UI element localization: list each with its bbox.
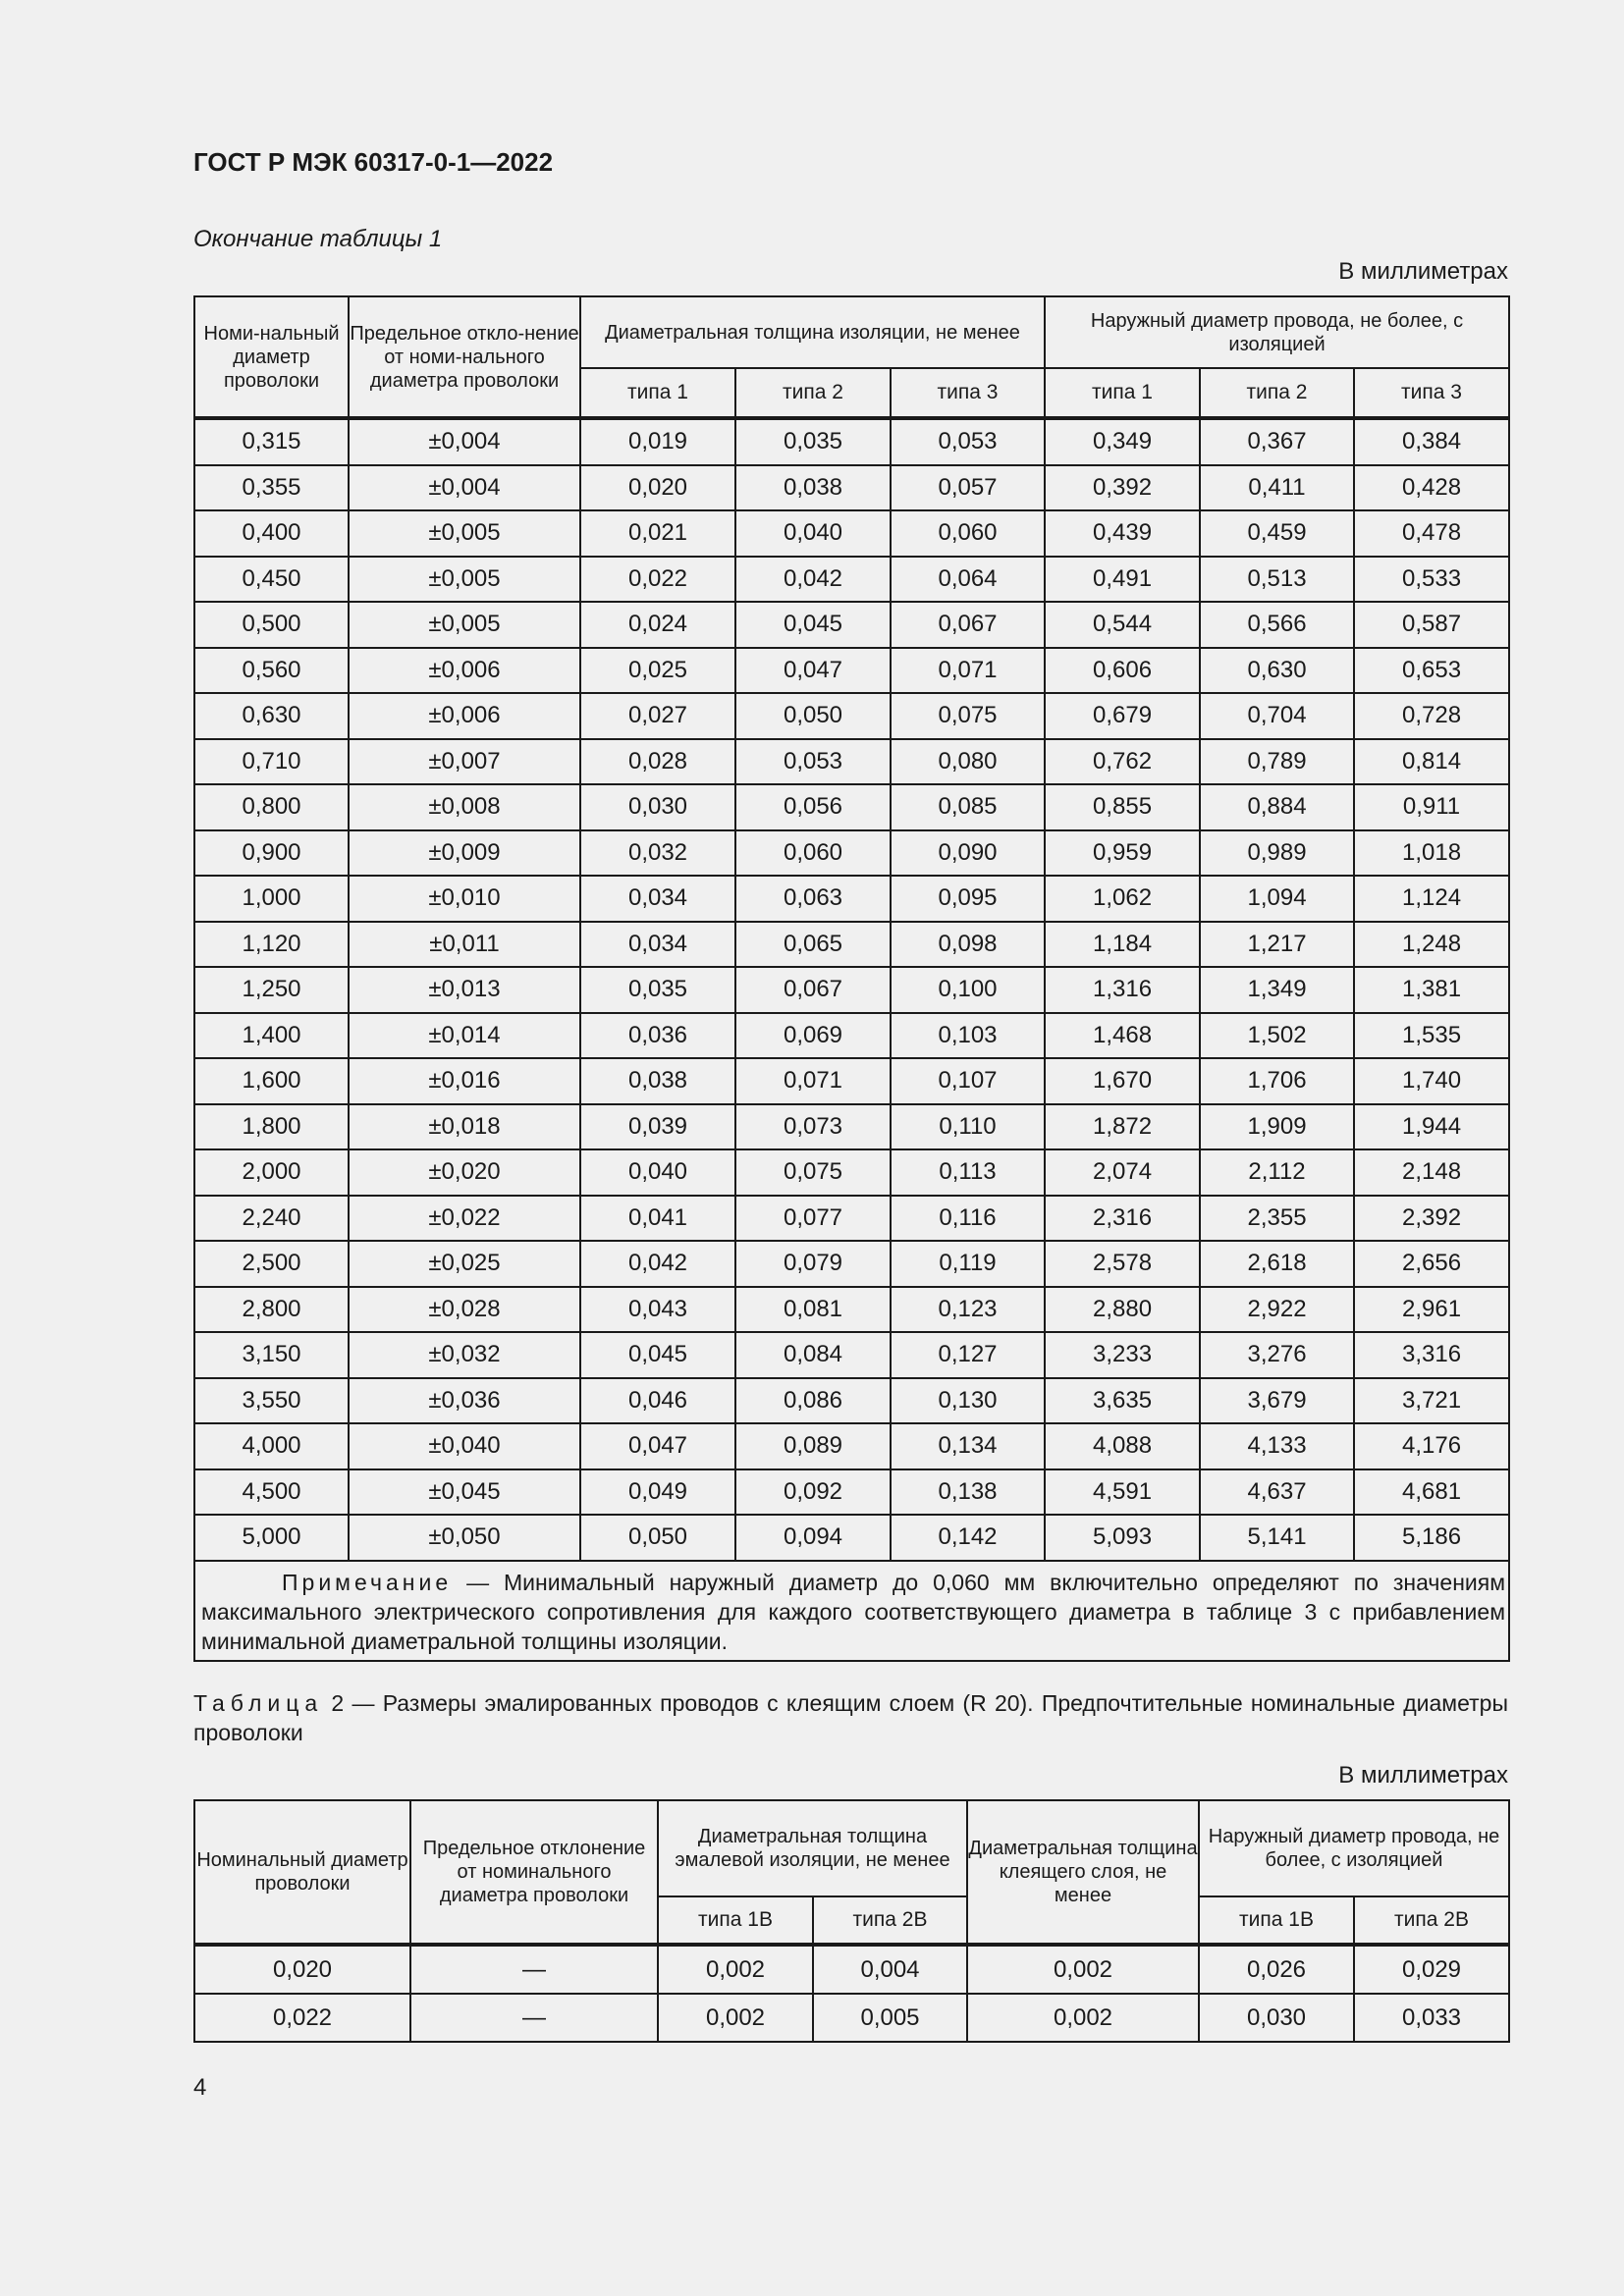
- table-cell: 0,127: [891, 1332, 1045, 1378]
- table2-caption-label: Таблица: [193, 1690, 324, 1716]
- table-cell: ±0,014: [349, 1013, 580, 1059]
- table-cell: 0,080: [891, 739, 1045, 785]
- table-cell: ±0,018: [349, 1104, 580, 1150]
- table-cell: 0,478: [1354, 510, 1509, 557]
- table-cell: 0,034: [580, 876, 735, 922]
- table-cell: 2,500: [194, 1241, 349, 1287]
- table-cell: 0,084: [735, 1332, 891, 1378]
- table-cell: ±0,004: [349, 418, 580, 465]
- table-cell: 0,095: [891, 876, 1045, 922]
- table-cell: 3,635: [1045, 1378, 1200, 1424]
- table-cell: 1,944: [1354, 1104, 1509, 1150]
- table-cell: 0,045: [580, 1332, 735, 1378]
- table-cell: 0,025: [580, 648, 735, 694]
- header-insulation-type3: типа 3: [891, 368, 1045, 418]
- table-cell: 0,034: [580, 922, 735, 968]
- table-cell: 5,141: [1200, 1515, 1354, 1561]
- table-cell: —: [410, 1994, 658, 2042]
- table-cell: 0,086: [735, 1378, 891, 1424]
- table-cell: 1,248: [1354, 922, 1509, 968]
- header-insulation-thickness: Диаметральная толщина изоляции, не менее: [580, 296, 1045, 368]
- table-cell: 1,018: [1354, 830, 1509, 877]
- table-cell: 0,710: [194, 739, 349, 785]
- table-cell: 3,679: [1200, 1378, 1354, 1424]
- table-cell: 0,355: [194, 465, 349, 511]
- table-cell: 0,050: [735, 693, 891, 739]
- table-cell: ±0,005: [349, 557, 580, 603]
- table-cell: 4,088: [1045, 1423, 1200, 1469]
- table-cell: 0,047: [580, 1423, 735, 1469]
- table-cell: 2,922: [1200, 1287, 1354, 1333]
- table-cell: 0,022: [194, 1994, 410, 2042]
- table-cell: 0,544: [1045, 602, 1200, 648]
- table-cell: 5,093: [1045, 1515, 1200, 1561]
- table-cell: ±0,050: [349, 1515, 580, 1561]
- table-cell: 0,019: [580, 418, 735, 465]
- table-cell: 0,035: [735, 418, 891, 465]
- table-cell: 1,094: [1200, 876, 1354, 922]
- table-cell: 0,089: [735, 1423, 891, 1469]
- table-cell: 0,367: [1200, 418, 1354, 465]
- table-cell: 0,491: [1045, 557, 1200, 603]
- table-cell: 1,124: [1354, 876, 1509, 922]
- t2-header-bond-layer: Диаметральная толщина клеящего слоя, не менее: [967, 1800, 1199, 1945]
- table-row: [194, 1994, 1509, 2042]
- table-cell: 1,316: [1045, 967, 1200, 1013]
- table-cell: 0,028: [580, 739, 735, 785]
- table2: [193, 1799, 1510, 2043]
- table-cell: 4,000: [194, 1423, 349, 1469]
- table-cell: 0,085: [891, 784, 1045, 830]
- table2-caption-text: 2 — Размеры эмалированных проводов с клеящим слоем (R 20). Предпочтительные номинальные диаметры проволоки: [193, 1690, 1508, 1745]
- table-cell: 0,630: [1200, 648, 1354, 694]
- table-cell: 0,064: [891, 557, 1045, 603]
- table-cell: 0,022: [580, 557, 735, 603]
- table-cell: 2,355: [1200, 1196, 1354, 1242]
- table-cell: 0,040: [580, 1149, 735, 1196]
- table-cell: 1,535: [1354, 1013, 1509, 1059]
- table-row: [194, 1149, 1509, 1196]
- table-cell: 0,134: [891, 1423, 1045, 1469]
- table-cell: 0,500: [194, 602, 349, 648]
- t2-header-tolerance: Предельное отклонение от номинального диаметра проволоки: [410, 1800, 658, 1945]
- table-cell: 0,107: [891, 1058, 1045, 1104]
- table-cell: 0,069: [735, 1013, 891, 1059]
- table-cell: 4,500: [194, 1469, 349, 1516]
- table-row: [194, 465, 1509, 511]
- table-cell: 0,911: [1354, 784, 1509, 830]
- table-cell: 0,046: [580, 1378, 735, 1424]
- table-cell: 0,560: [194, 648, 349, 694]
- table-cell: 0,989: [1200, 830, 1354, 877]
- table-cell: 0,073: [735, 1104, 891, 1150]
- table-cell: 0,081: [735, 1287, 891, 1333]
- table-cell: 0,030: [1199, 1994, 1354, 2042]
- table-cell: 0,042: [580, 1241, 735, 1287]
- table-row: [194, 1378, 1509, 1424]
- table-cell: 1,250: [194, 967, 349, 1013]
- table-cell: 0,053: [891, 418, 1045, 465]
- table-cell: 0,315: [194, 418, 349, 465]
- table-cell: 5,000: [194, 1515, 349, 1561]
- table-cell: 0,060: [735, 830, 891, 877]
- table-cell: 0,002: [967, 1945, 1199, 1994]
- table-cell: 1,706: [1200, 1058, 1354, 1104]
- table-cell: ±0,008: [349, 784, 580, 830]
- table-cell: 0,033: [1354, 1994, 1509, 2042]
- table-cell: ±0,004: [349, 465, 580, 511]
- table-cell: 0,513: [1200, 557, 1354, 603]
- table-cell: 0,002: [658, 1994, 813, 2042]
- header-tolerance: Предельное откло-нение от номи-нального диаметра проволоки: [349, 296, 580, 418]
- table-row: [194, 418, 1509, 465]
- table-cell: 0,098: [891, 922, 1045, 968]
- table-cell: 0,855: [1045, 784, 1200, 830]
- table-cell: 0,063: [735, 876, 891, 922]
- table-cell: ±0,020: [349, 1149, 580, 1196]
- table-cell: 1,909: [1200, 1104, 1354, 1150]
- table-row: [194, 602, 1509, 648]
- table-row: [194, 1196, 1509, 1242]
- table-cell: 0,049: [580, 1469, 735, 1516]
- table-cell: 0,039: [580, 1104, 735, 1150]
- table-cell: 2,074: [1045, 1149, 1200, 1196]
- table1: [193, 295, 1510, 1662]
- table-cell: 0,100: [891, 967, 1045, 1013]
- header-insulation-type1: типа 1: [580, 368, 735, 418]
- table2-units: В миллиметрах: [1338, 1762, 1508, 1789]
- table-cell: 0,092: [735, 1469, 891, 1516]
- table-cell: 1,600: [194, 1058, 349, 1104]
- table-cell: 0,040: [735, 510, 891, 557]
- table-cell: ±0,006: [349, 648, 580, 694]
- table-cell: —: [410, 1945, 658, 1994]
- table-cell: 0,004: [813, 1945, 967, 1994]
- table-cell: 1,381: [1354, 967, 1509, 1013]
- table-cell: 3,721: [1354, 1378, 1509, 1424]
- table-row: [194, 876, 1509, 922]
- table-cell: 2,880: [1045, 1287, 1200, 1333]
- table-cell: ±0,013: [349, 967, 580, 1013]
- table-cell: 0,060: [891, 510, 1045, 557]
- table-cell: 0,103: [891, 1013, 1045, 1059]
- table-cell: 0,439: [1045, 510, 1200, 557]
- table-cell: 4,176: [1354, 1423, 1509, 1469]
- table-cell: 0,045: [735, 602, 891, 648]
- table-cell: 0,002: [967, 1994, 1199, 2042]
- table-cell: 1,400: [194, 1013, 349, 1059]
- table-cell: 4,681: [1354, 1469, 1509, 1516]
- table-cell: 0,077: [735, 1196, 891, 1242]
- table-cell: 1,217: [1200, 922, 1354, 968]
- table-cell: 1,800: [194, 1104, 349, 1150]
- table-cell: 0,728: [1354, 693, 1509, 739]
- table-row: [194, 1945, 1509, 1994]
- table-cell: 0,800: [194, 784, 349, 830]
- t2-header-insulation-thickness: Диаметральная толщина эмалевой изоляции, не менее: [658, 1800, 967, 1896]
- table-cell: ±0,010: [349, 876, 580, 922]
- table-cell: 0,959: [1045, 830, 1200, 877]
- table-cell: 0,020: [194, 1945, 410, 1994]
- table-cell: 0,349: [1045, 418, 1200, 465]
- table-cell: 3,276: [1200, 1332, 1354, 1378]
- table-cell: 2,392: [1354, 1196, 1509, 1242]
- table-cell: 5,186: [1354, 1515, 1509, 1561]
- table-cell: ±0,040: [349, 1423, 580, 1469]
- table-cell: 0,053: [735, 739, 891, 785]
- table-cell: 0,067: [735, 967, 891, 1013]
- table-cell: ±0,032: [349, 1332, 580, 1378]
- table-cell: 0,884: [1200, 784, 1354, 830]
- table-cell: 0,002: [658, 1945, 813, 1994]
- table-cell: 0,400: [194, 510, 349, 557]
- t2-header-nominal-diameter: Номинальный диаметр проволоки: [194, 1800, 410, 1945]
- table-cell: 0,119: [891, 1241, 1045, 1287]
- table-row: [194, 1515, 1509, 1561]
- table-cell: ±0,005: [349, 510, 580, 557]
- table-cell: 1,502: [1200, 1013, 1354, 1059]
- table-cell: ±0,022: [349, 1196, 580, 1242]
- table-cell: 2,316: [1045, 1196, 1200, 1242]
- table-cell: 0,130: [891, 1378, 1045, 1424]
- table-cell: 0,428: [1354, 465, 1509, 511]
- table-cell: 0,094: [735, 1515, 891, 1561]
- table-row: [194, 1287, 1509, 1333]
- table-cell: 2,578: [1045, 1241, 1200, 1287]
- table-cell: 0,384: [1354, 418, 1509, 465]
- table-cell: 0,789: [1200, 739, 1354, 785]
- table-cell: 1,120: [194, 922, 349, 968]
- table-cell: 0,020: [580, 465, 735, 511]
- table1-caption: Окончание таблицы 1: [193, 226, 443, 252]
- table-row: [194, 1469, 1509, 1516]
- table-cell: ±0,007: [349, 739, 580, 785]
- table-row: [194, 1423, 1509, 1469]
- table-cell: 0,065: [735, 922, 891, 968]
- header-outer-type1: типа 1: [1045, 368, 1200, 418]
- table-row: [194, 1104, 1509, 1150]
- table-cell: 0,113: [891, 1149, 1045, 1196]
- table-cell: 1,349: [1200, 967, 1354, 1013]
- table-cell: 0,762: [1045, 739, 1200, 785]
- table-cell: 1,872: [1045, 1104, 1200, 1150]
- table-cell: 1,670: [1045, 1058, 1200, 1104]
- table-row: [194, 1013, 1509, 1059]
- table-cell: ±0,006: [349, 693, 580, 739]
- table-cell: 2,112: [1200, 1149, 1354, 1196]
- table-cell: 0,075: [735, 1149, 891, 1196]
- header-nominal-diameter: Номи-нальный диаметр проволоки: [194, 296, 349, 418]
- table-row: [194, 830, 1509, 877]
- table-row: [194, 967, 1509, 1013]
- table-row: [194, 1058, 1509, 1104]
- note-text: — Минимальный наружный диаметр до 0,060 мм включительно определяют по значениям максимального электрического сопротивления для каждого соответствующего диаметра в таблице 3 с прибавлением минимальной диаметральной толщины изоляции.: [201, 1569, 1506, 1654]
- table-cell: 0,071: [891, 648, 1045, 694]
- table-cell: 0,566: [1200, 602, 1354, 648]
- t2-header-outer-type2b: типа 2В: [1354, 1896, 1509, 1945]
- table-cell: 0,047: [735, 648, 891, 694]
- table-cell: 0,075: [891, 693, 1045, 739]
- table-cell: 0,606: [1045, 648, 1200, 694]
- table-cell: 0,587: [1354, 602, 1509, 648]
- table-cell: 2,240: [194, 1196, 349, 1242]
- table-cell: 4,133: [1200, 1423, 1354, 1469]
- table-row: [194, 784, 1509, 830]
- table-cell: 0,038: [735, 465, 891, 511]
- header-outer-diameter: Наружный диаметр провода, не более, с изоляцией: [1045, 296, 1509, 368]
- table-cell: 0,392: [1045, 465, 1200, 511]
- table-cell: 0,030: [580, 784, 735, 830]
- table-cell: ±0,005: [349, 602, 580, 648]
- table-row: [194, 557, 1509, 603]
- table-cell: 0,035: [580, 967, 735, 1013]
- table-cell: 0,900: [194, 830, 349, 877]
- table-cell: 0,042: [735, 557, 891, 603]
- table-cell: 0,459: [1200, 510, 1354, 557]
- table-cell: 0,056: [735, 784, 891, 830]
- header-outer-type3: типа 3: [1354, 368, 1509, 418]
- table-cell: 0,116: [891, 1196, 1045, 1242]
- table-cell: 0,110: [891, 1104, 1045, 1150]
- table-cell: 3,233: [1045, 1332, 1200, 1378]
- table-cell: 2,961: [1354, 1287, 1509, 1333]
- table-cell: 0,021: [580, 510, 735, 557]
- table-cell: 0,138: [891, 1469, 1045, 1516]
- table-cell: 2,148: [1354, 1149, 1509, 1196]
- header-outer-type2: типа 2: [1200, 368, 1354, 418]
- t2-header-outer-type1b: типа 1В: [1199, 1896, 1354, 1945]
- table-cell: 0,411: [1200, 465, 1354, 511]
- table-cell: 0,027: [580, 693, 735, 739]
- table1-units: В миллиметрах: [1338, 258, 1508, 285]
- table-cell: 0,090: [891, 830, 1045, 877]
- table-row: [194, 648, 1509, 694]
- table-cell: 2,000: [194, 1149, 349, 1196]
- table-cell: 0,142: [891, 1515, 1045, 1561]
- note-label: Примечание: [282, 1569, 453, 1595]
- table-cell: 0,067: [891, 602, 1045, 648]
- table-cell: ±0,009: [349, 830, 580, 877]
- page-number: 4: [193, 2074, 207, 2101]
- table-cell: ±0,025: [349, 1241, 580, 1287]
- table-cell: 0,036: [580, 1013, 735, 1059]
- table-cell: 1,184: [1045, 922, 1200, 968]
- table-cell: 0,123: [891, 1287, 1045, 1333]
- table-cell: 0,679: [1045, 693, 1200, 739]
- table-cell: 0,043: [580, 1287, 735, 1333]
- table-cell: 2,800: [194, 1287, 349, 1333]
- table-cell: 0,050: [580, 1515, 735, 1561]
- header-insulation-type2: типа 2: [735, 368, 891, 418]
- table-cell: 0,450: [194, 557, 349, 603]
- table-cell: 0,071: [735, 1058, 891, 1104]
- table-cell: 0,704: [1200, 693, 1354, 739]
- table-cell: 0,814: [1354, 739, 1509, 785]
- document-title: ГОСТ Р МЭК 60317-0-1—2022: [193, 147, 554, 177]
- table2-body: [194, 1945, 1509, 2042]
- table-cell: 2,618: [1200, 1241, 1354, 1287]
- table-row: [194, 739, 1509, 785]
- table-cell: ±0,028: [349, 1287, 580, 1333]
- table-cell: 1,000: [194, 876, 349, 922]
- table-cell: 0,029: [1354, 1945, 1509, 1994]
- table-cell: 1,740: [1354, 1058, 1509, 1104]
- table-cell: 0,026: [1199, 1945, 1354, 1994]
- table-cell: ±0,011: [349, 922, 580, 968]
- table-cell: 0,038: [580, 1058, 735, 1104]
- table-cell: 3,150: [194, 1332, 349, 1378]
- table-cell: 1,062: [1045, 876, 1200, 922]
- t2-header-insulation-type2b: типа 2В: [813, 1896, 967, 1945]
- table-cell: 4,637: [1200, 1469, 1354, 1516]
- table-row: [194, 510, 1509, 557]
- table-cell: 0,005: [813, 1994, 967, 2042]
- table-cell: 3,550: [194, 1378, 349, 1424]
- table-row: [194, 1332, 1509, 1378]
- table-cell: 0,041: [580, 1196, 735, 1242]
- table-cell: 0,079: [735, 1241, 891, 1287]
- table2-caption: [193, 1688, 1508, 1747]
- table-row: [194, 922, 1509, 968]
- table-cell: 0,533: [1354, 557, 1509, 603]
- table-cell: 4,591: [1045, 1469, 1200, 1516]
- table-cell: 0,630: [194, 693, 349, 739]
- table-cell: ±0,016: [349, 1058, 580, 1104]
- table-cell: ±0,045: [349, 1469, 580, 1516]
- table1-note: [194, 1561, 1509, 1661]
- table-cell: 0,024: [580, 602, 735, 648]
- table-cell: 0,653: [1354, 648, 1509, 694]
- table1-body: [194, 418, 1509, 1561]
- table-cell: 3,316: [1354, 1332, 1509, 1378]
- table-cell: ±0,036: [349, 1378, 580, 1424]
- t2-header-outer-diameter: Наружный диаметр провода, не более, с изоляцией: [1199, 1800, 1509, 1896]
- table-cell: 2,656: [1354, 1241, 1509, 1287]
- table-row: [194, 693, 1509, 739]
- t2-header-insulation-type1b: типа 1В: [658, 1896, 813, 1945]
- table-cell: 1,468: [1045, 1013, 1200, 1059]
- table-cell: 0,057: [891, 465, 1045, 511]
- table-cell: 0,032: [580, 830, 735, 877]
- table-row: [194, 1241, 1509, 1287]
